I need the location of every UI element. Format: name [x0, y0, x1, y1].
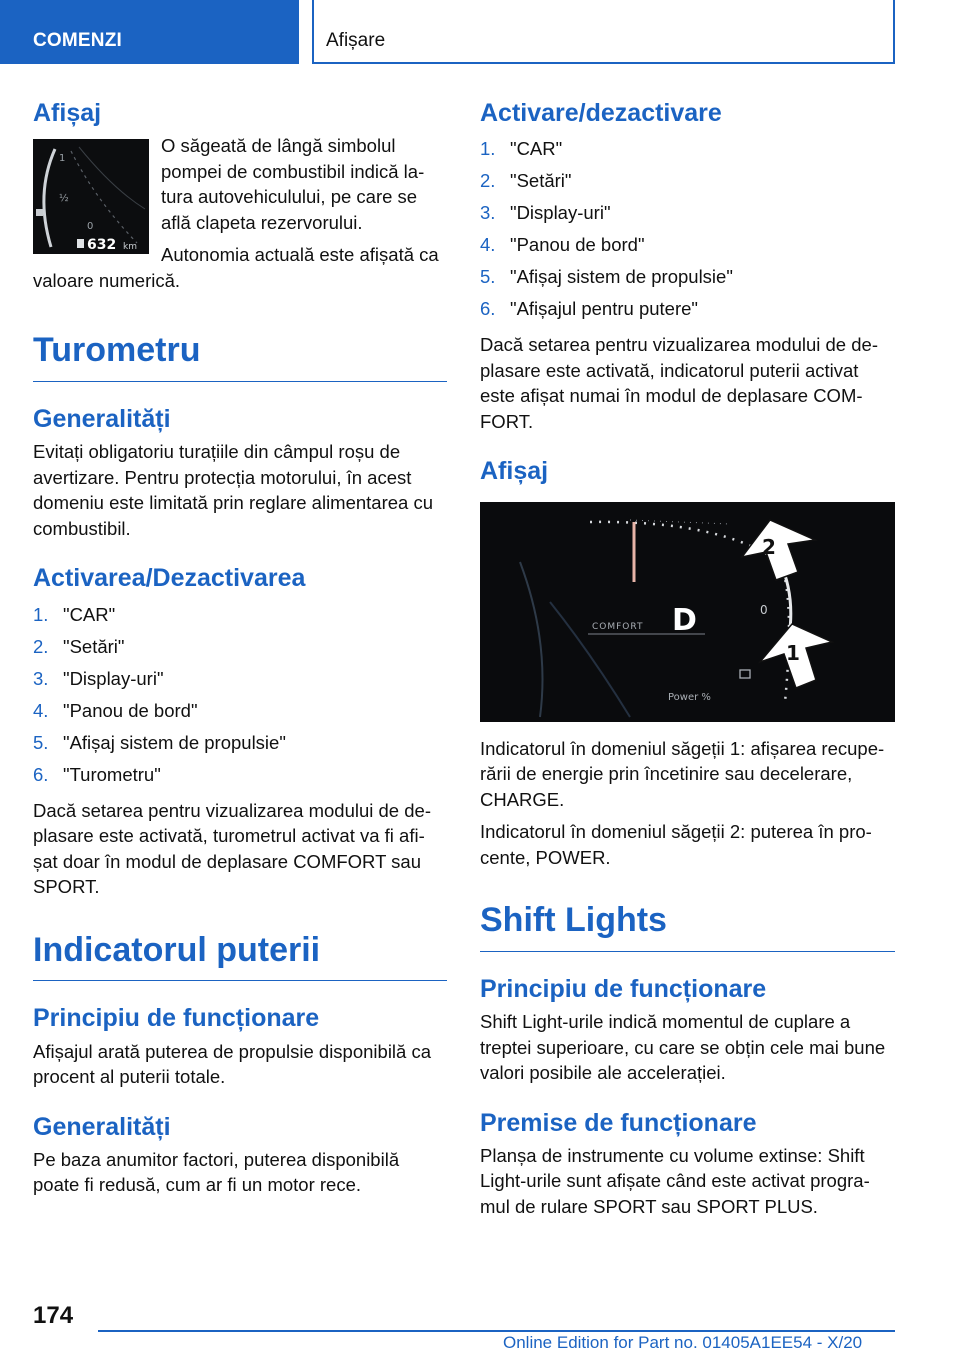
- power-display-graphic: [480, 502, 895, 722]
- fuel-pump-icon: [77, 239, 84, 248]
- arrow-1-icon: [760, 624, 832, 688]
- list-item: 4. "Panou de bord": [33, 699, 198, 721]
- fuel-marker-half: ½: [59, 193, 69, 205]
- turometru-generalitati-text: Evitați obligatoriu turațiile din câmpul roșu de avertizare. Pentru protecția motorului, în acest domeniu este limitată prin reglare alimentarea cu combustibil.: [33, 441, 434, 539]
- mode-label: COMFORT: [592, 621, 644, 632]
- section-header: [312, 0, 895, 64]
- chapter-tab: [0, 0, 299, 64]
- shift-lights-heading: Shift Lights: [480, 900, 895, 952]
- indicator-note: Dacă setarea pentru vizualizarea modului de de-plasare este activată, indicatorul puterii activat este afișat numai în modul de deplasare COM-FORT.: [480, 334, 878, 432]
- shift-principiu-text: Shift Light-urile indică momentul de cuplare a treptei superioare, cu care se obțin cele mai bune valori posibile ale accelerației.: [480, 1011, 886, 1084]
- svg-text:2: 2: [762, 534, 776, 559]
- indicator-generalitati-text: Pe baza anumitor factori, puterea disponibilă poate fi redusă, cum ar fi un motor rece.: [33, 1148, 400, 1196]
- list-item: 2. "Setări": [33, 635, 125, 657]
- afisaj-text-1: O săgeată de lângă simbolul pompei de combustibil indică la-tura autovehiculului, pe care se află clapeta rezervorului.: [161, 135, 425, 233]
- fuel-marker-1: 1: [59, 153, 66, 165]
- turometru-heading: Turometru: [33, 330, 447, 382]
- zero-mark: 0: [760, 602, 768, 617]
- indicator-heading: Indicatorul puterii: [33, 930, 447, 982]
- power-label: Power %: [668, 691, 711, 703]
- page-number: 174: [33, 1302, 74, 1329]
- afisaj-heading: Afișaj: [33, 99, 102, 127]
- list-item: 1. "CAR": [480, 138, 563, 160]
- turometru-activare-heading: Activarea/Dezactivarea: [33, 564, 306, 593]
- list-item: 3. "Display-uri": [33, 667, 164, 689]
- indicator-activare-heading: Activare/dezactivare: [480, 99, 722, 127]
- list-item: 3. "Display-uri": [480, 202, 611, 224]
- section-title: Afișare: [326, 30, 386, 51]
- footer-divider: [98, 1330, 895, 1332]
- edition-text: Online Edition for Part no. 01405A1EE54 - X/20: [503, 1333, 863, 1352]
- shift-premise-heading: Premise de funcționare: [480, 1108, 757, 1137]
- left-column: [33, 98, 447, 1205]
- power-display-image: [480, 502, 895, 722]
- turometru-steps: [33, 599, 447, 791]
- fuel-marker-0: 0: [87, 221, 94, 233]
- caption-arrow-1: Indicatorul în domeniul săgeții 1: afișarea recupe-rării de energie prin încetinire sau decelerare, CHARGE.: [480, 737, 885, 810]
- shift-principiu-heading: Principiu de funcționare: [480, 974, 767, 1003]
- indicator-afisaj-heading: Afișaj: [480, 457, 549, 486]
- caption-arrow-2: Indicatorul în domeniul săgeții 2: puterea în pro-cente, POWER.: [480, 821, 872, 868]
- fuel-gauge-image: [33, 139, 149, 254]
- list-item: 5. "Afișaj sistem de propulsie": [33, 731, 286, 753]
- chapter-title: COMENZI: [33, 30, 123, 51]
- shift-premise-text: Planșa de instrumente cu volume extinse: Shift Light-urile sunt afișate când este activat progra-mul de rulare SPORT sau SPORT PLUS.: [480, 1144, 870, 1217]
- svg-text:1: 1: [786, 640, 800, 665]
- list-item: 1. "CAR": [33, 603, 116, 625]
- indicator-generalitati-heading: Generalități: [33, 1112, 171, 1141]
- turometru-note: Dacă setarea pentru vizualizarea modului de de-plasare este activată, turometrul activat va fi afi-șat doar în modul de deplasare COMFORT sau SPORT.: [33, 799, 431, 898]
- indicator-steps: [480, 133, 895, 325]
- range-value: 632: [87, 237, 117, 254]
- afisaj-text-2: Autonomia actuală este afișată ca valoare numerică.: [33, 244, 439, 291]
- fuel-pump-icon-small: [36, 209, 43, 216]
- list-item: 2. "Setări": [480, 170, 572, 192]
- list-item: 6. "Afișajul pentru putere": [480, 298, 698, 320]
- arrow-2-icon: [742, 520, 815, 580]
- gear-indicator: D: [672, 602, 697, 638]
- indicator-principiu-text: Afișajul arată puterea de propulsie disponibilă ca procent al puterii totale.: [33, 1040, 432, 1088]
- battery-icon: [740, 670, 750, 678]
- right-column: [480, 98, 895, 1226]
- fuel-gauge-graphic: [33, 139, 149, 254]
- turometru-generalitati-heading: Generalități: [33, 405, 171, 434]
- range-unit: km: [123, 242, 137, 253]
- list-item: 6. "Turometru": [33, 763, 161, 785]
- list-item: 5. "Afișaj sistem de propulsie": [480, 266, 733, 288]
- indicator-principiu-heading: Principiu de funcționare: [33, 1004, 320, 1033]
- list-item: 4. "Panou de bord": [480, 234, 645, 256]
